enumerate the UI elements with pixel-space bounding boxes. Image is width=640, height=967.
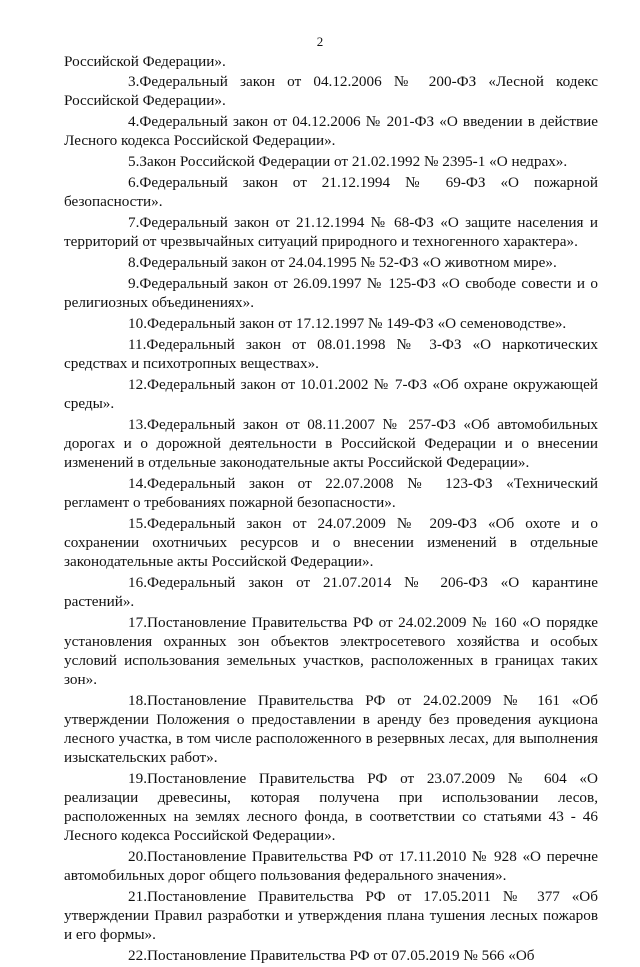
list-item-text: Федеральный закон от 08.01.1998 № 3-ФЗ «О наркотических средствах и психотропных веществах».: [64, 336, 598, 372]
list-item: [64, 375, 598, 413]
list-item-text: Федеральный закон от 10.01.2002 № 7-ФЗ «Об охране окружающей среды».: [64, 376, 598, 412]
list-item: [64, 573, 598, 611]
list-items: [64, 72, 598, 965]
list-item: [64, 613, 598, 689]
list-item-text: Федеральный закон от 26.09.1997 № 125-ФЗ «О свободе совести и о религиозных объединениях».: [64, 275, 598, 311]
list-item-number: 9.: [128, 275, 140, 292]
list-item-text: Постановление Правительства РФ от 17.11.2010 № 928 «О перечне автомобильных дорог общего пользования федерального значения».: [64, 848, 598, 884]
list-item-number: 5.: [128, 153, 140, 170]
list-item-text: Федеральный закон от 04.12.2006 № 200-ФЗ «Лесной кодекс Российской Федерации».: [64, 73, 598, 109]
list-item-text: Федеральный закон от 21.12.1994 № 68-ФЗ «О защите населения и территорий от чрезвычайных ситуаций природного и техногенного характера».: [64, 214, 598, 250]
list-item-text: Федеральный закон от 21.07.2014 № 206-ФЗ «О карантине растений».: [64, 574, 598, 610]
list-item: [64, 474, 598, 512]
list-item-text: Федеральный закон от 22.07.2008 № 123-ФЗ «Технический регламент о требованиях пожарной безопасности».: [64, 475, 598, 511]
list-item-text: Федеральный закон от 21.12.1994 № 69-ФЗ «О пожарной безопасности».: [64, 174, 598, 210]
list-item-number: 21.: [128, 888, 147, 905]
list-item-number: 14.: [128, 475, 147, 492]
list-item: [64, 314, 598, 333]
list-item-number: 8.: [128, 254, 140, 271]
list-item: [64, 769, 598, 845]
list-item: [64, 274, 598, 312]
list-item: [64, 887, 598, 944]
list-item: [64, 335, 598, 373]
page-number: 2: [316, 34, 324, 49]
list-item: [64, 112, 598, 150]
list-item-text: Федеральный закон от 04.12.2006 № 201-ФЗ «О введении в действие Лесного кодекса Российской Федерации».: [64, 113, 598, 149]
list-item: [64, 946, 598, 965]
list-item: [64, 213, 598, 251]
list-item-text: Постановление Правительства РФ от 17.05.2011 № 377 «Об утверждении Правил разработки и утверждения плана тушения лесных пожаров и его формы».: [64, 888, 598, 943]
list-item-number: 6.: [128, 174, 140, 191]
list-item-number: 4.: [128, 113, 140, 130]
list-item-text: Закон Российской Федерации от 21.02.1992 № 2395-1 «О недрах».: [139, 153, 568, 170]
legal-acts-list: [64, 52, 598, 967]
list-item-text: Постановление Правительства РФ от 23.07.2009 № 604 «О реализации древесины, которая получена при использовании лесов, расположенных на землях лесного фонда, в соответствии со статьями 43 - 46 Лесного кодекса Российской Федерации».: [64, 770, 598, 844]
list-item-number: 12.: [128, 376, 147, 393]
list-item-number: 22.: [128, 947, 147, 964]
list-item-text: Постановление Правительства РФ от 07.05.2019 № 566 «Об: [146, 947, 535, 964]
list-item-number: 18.: [128, 692, 147, 709]
list-item-number: 17.: [128, 614, 147, 631]
list-item-number: 15.: [128, 515, 147, 532]
list-item-number: 20.: [128, 848, 147, 865]
list-item-text: Федеральный закон от 17.12.1997 № 149-ФЗ «О семеноводстве».: [146, 315, 567, 332]
list-item: [64, 691, 598, 767]
list-item-text: Федеральный закон от 08.11.2007 № 257-ФЗ «Об автомобильных дорогах и о дорожной деятельности в Российской Федерации и о внесении изменений в отдельные законодательные акты Российской Федерации».: [64, 416, 598, 471]
list-item-text: Федеральный закон от 24.07.2009 № 209-ФЗ «Об охоте и о сохранении охотничьих ресурсов и о внесении изменений в отдельные законодательные акты Российской Федерации».: [64, 515, 598, 570]
list-item: [64, 152, 598, 171]
list-item-number: 13.: [128, 416, 147, 433]
list-item: [64, 253, 598, 272]
list-item-number: 19.: [128, 770, 147, 787]
list-item: [64, 415, 598, 472]
list-item-number: 16.: [128, 574, 147, 591]
list-item: [64, 72, 598, 110]
list-item-number: 3.: [128, 73, 140, 90]
list-item: [64, 514, 598, 571]
list-item-text: Постановление Правительства РФ от 24.02.2009 № 160 «О порядке установления охранных зон объектов электросетевого хозяйства и особых условий использования земельных участков, расположенных в границах таких зон».: [64, 614, 598, 688]
list-item-number: 11.: [128, 336, 147, 353]
list-item-text: Постановление Правительства РФ от 24.02.2009 № 161 «Об утверждении Положения о предоставлении в аренду без проведения аукциона лесного участка, в том числе расположенного в резервных лесах, для выполнения изыскательских работ».: [64, 692, 598, 766]
list-item: [64, 173, 598, 211]
list-item-number: 7.: [128, 214, 140, 231]
continued-text: Российской Федерации».: [64, 53, 226, 70]
list-item-number: 10.: [128, 315, 147, 332]
list-item-text: Федеральный закон от 24.04.1995 № 52-ФЗ «О животном мире».: [139, 254, 557, 271]
list-item: [64, 847, 598, 885]
